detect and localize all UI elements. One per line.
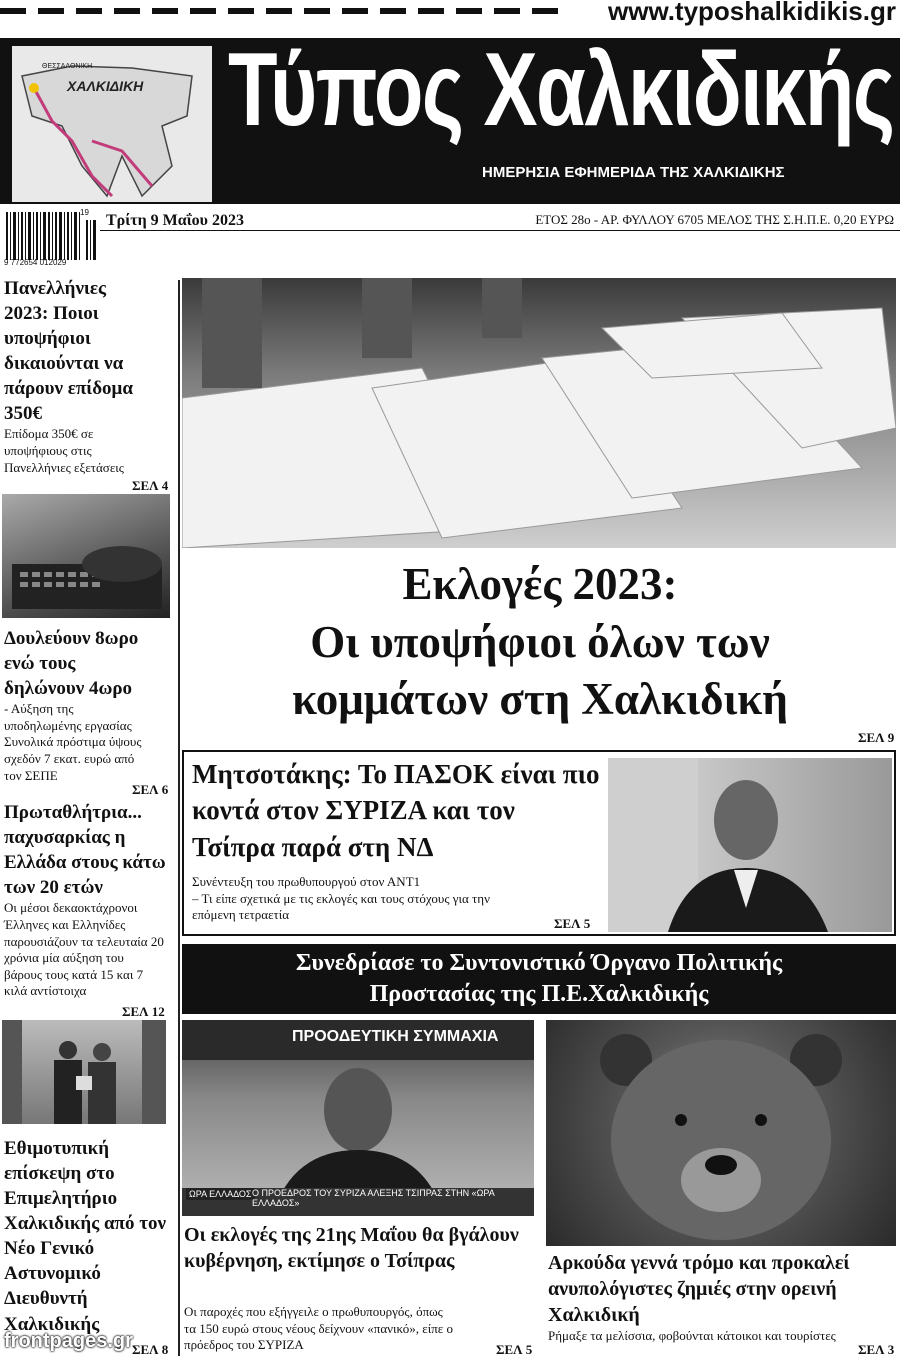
article-headline[interactable]: Πανελλήνιες 2023: Ποιοι υποψήφιοι δικαιούνται να πάρουν επίδομα 350€ bbox=[4, 278, 133, 425]
laptop-typing-photo bbox=[2, 494, 170, 618]
source-watermark: frontpages.gr bbox=[4, 1330, 133, 1352]
bear-summary: Ρήμαξε τα μελίσσια, φοβούνται κάτοικοι και τουρίστες bbox=[548, 1328, 836, 1343]
page-ref: ΣΕΛ 3 bbox=[858, 1342, 895, 1357]
barcode-number: 9 772654 012029 bbox=[4, 258, 67, 267]
barcode-icon bbox=[4, 212, 100, 260]
bear-headline[interactable]: Αρκούδα γεννά τρόμο και προκαλεί ανυπολόγιστες ζημιές στην ορεινή Χαλκιδική bbox=[548, 1252, 850, 1326]
page-ref: ΣΕΛ 12 bbox=[122, 1004, 165, 1019]
left-article-2[interactable] bbox=[4, 626, 174, 784]
police-visit-photo bbox=[2, 1020, 166, 1124]
barcode-suffix: 19 bbox=[80, 208, 89, 217]
tsipras-headline[interactable]: Οι εκλογές της 21ης Μαΐου θα βγάλουν κυβέρνηση, εκτίμησε ο Τσίπρας bbox=[184, 1224, 519, 1272]
article-headline[interactable]: Πρωταθλήτρια... παχυσαρκίας η Ελλάδα στους κάτω των 20 ετών bbox=[4, 802, 166, 899]
issue-info: ΕΤΟΣ 28ο - ΑΡ. ΦΥΛΛΟΥ 6705 ΜΕΛΟΣ ΤΗΣ Σ.Η.Π.Ε. 0,20 ΕΥΡΩ bbox=[535, 212, 894, 227]
chalkidiki-map bbox=[12, 46, 212, 202]
page-ref: ΣΕΛ 9 bbox=[858, 996, 895, 1011]
map-label: ΧΑΛΚΙΔΙΚΗ bbox=[67, 78, 144, 94]
bear-photo bbox=[546, 1020, 896, 1246]
page-ref: ΣΕΛ 5 bbox=[496, 1342, 533, 1357]
top-dash-rule bbox=[0, 8, 600, 18]
tv-banner-text: ΠΡΟΟΔΕΥΤΙΚΗ ΣΥΜΜΑΧΙΑ bbox=[292, 1028, 499, 1045]
left-article-1[interactable] bbox=[4, 276, 172, 476]
tv-channel-logo: ΩΡΑ ΕΛΛΑΔΟΣ bbox=[186, 1188, 255, 1200]
tsipras-tv-photo bbox=[182, 1020, 534, 1216]
tv-caption: Ο ΠΡΟΕΔΡΟΣ ΤΟΥ ΣΥΡΙΖΑ ΑΛΕΞΗΣ ΤΣΙΠΡΑΣ ΣΤΗΝ «ΩΡΑ ΕΛΛΑΔΟΣ» bbox=[252, 1188, 495, 1208]
page-ref: ΣΕΛ 8 bbox=[132, 1342, 169, 1357]
interview-headline[interactable]: Μητσοτάκης: Το ΠΑΣΟΚ είναι πιο κοντά στον ΣΥΡΙΖΑ και τον Τσίπρα παρά στη ΝΔ bbox=[192, 759, 600, 862]
ballot-papers-photo bbox=[182, 278, 896, 548]
page-ref: ΣΕΛ 6 bbox=[132, 782, 169, 797]
article-summary: Οι μέσοι δεκαοκτάχρονοι Έλληνες και Ελληνίδες παρουσιάζουν τα τελευταία 20 χρόνια μία αύξηση του βάρους τους κατά 15 και 7 κιλά αντίστοιχα bbox=[4, 900, 164, 999]
interview-summary: Συνέντευξη του πρωθυπουργού στον ΑΝΤ1 – Τι είπε σχετικά με τις εκλογές και τους στόχους για την επόμενη τετραετία bbox=[192, 874, 490, 923]
mitsotakis-photo bbox=[608, 758, 892, 932]
article-summary: - Αύξηση της υποδηλωμένης εργασίας Συνολικά πρόστιμα ύψους σχεδόν 7 εκατ. ευρώ από τον ΣΕΠΕ bbox=[4, 701, 142, 783]
article-headline[interactable]: Εθιμοτυπική επίσκεψη στο Επιμελητήριο Χαλκιδικής από τον Νέο Γενικό Αστυνομικό Διευθυντή Χαλκιδικής bbox=[4, 1138, 166, 1335]
page-ref: ΣΕΛ 9 bbox=[858, 730, 895, 745]
article-headline[interactable]: Δουλεύουν 8ωρο ενώ τους δηλώνουν 4ωρο bbox=[4, 628, 139, 700]
column-divider bbox=[178, 280, 180, 1356]
website-link[interactable]: www.typoshalkidikis.gr bbox=[608, 0, 896, 26]
date-rule bbox=[100, 230, 900, 231]
page-ref: ΣΕΛ 4 bbox=[132, 478, 169, 493]
tsipras-summary: Οι παροχές που εξήγγειλε ο πρωθυπουργός, όπως τα 150 ευρώ στους νέους δείχνουν «πανικό», είπε ο πρόεδρος του ΣΥΡΙΖΑ bbox=[184, 1304, 454, 1353]
article-summary: Επίδομα 350€ σε υποψήφιους στις Πανελλήνιες εξετάσεις bbox=[4, 426, 124, 475]
newspaper-subtitle: ΗΜΕΡΗΣΙΑ ΕΦΗΜΕΡΙΔΑ ΤΗΣ ΧΑΛΚΙΔΙΚΗΣ bbox=[482, 164, 785, 181]
newspaper-title: Τύπος Χαλκιδικής bbox=[228, 32, 894, 148]
civil-protection-banner[interactable]: Συνεδρίασε το Συντονιστικό Όργανο Πολιτικής Προστασίας της Π.Ε.Χαλκιδικής bbox=[182, 944, 896, 1014]
left-article-4[interactable] bbox=[4, 1136, 174, 1337]
page-ref: ΣΕΛ 5 bbox=[554, 916, 591, 931]
left-article-3[interactable] bbox=[4, 800, 174, 1000]
issue-date: Τρίτη 9 Μαΐου 2023 bbox=[106, 212, 244, 229]
map-city-label: ΘΕΣΣΑΛΟΝΙΚΗ bbox=[42, 63, 93, 70]
main-headline[interactable]: Εκλογές 2023: Οι υποψήφιοι όλων των κομμάτων στη Χαλκιδική bbox=[292, 559, 788, 725]
